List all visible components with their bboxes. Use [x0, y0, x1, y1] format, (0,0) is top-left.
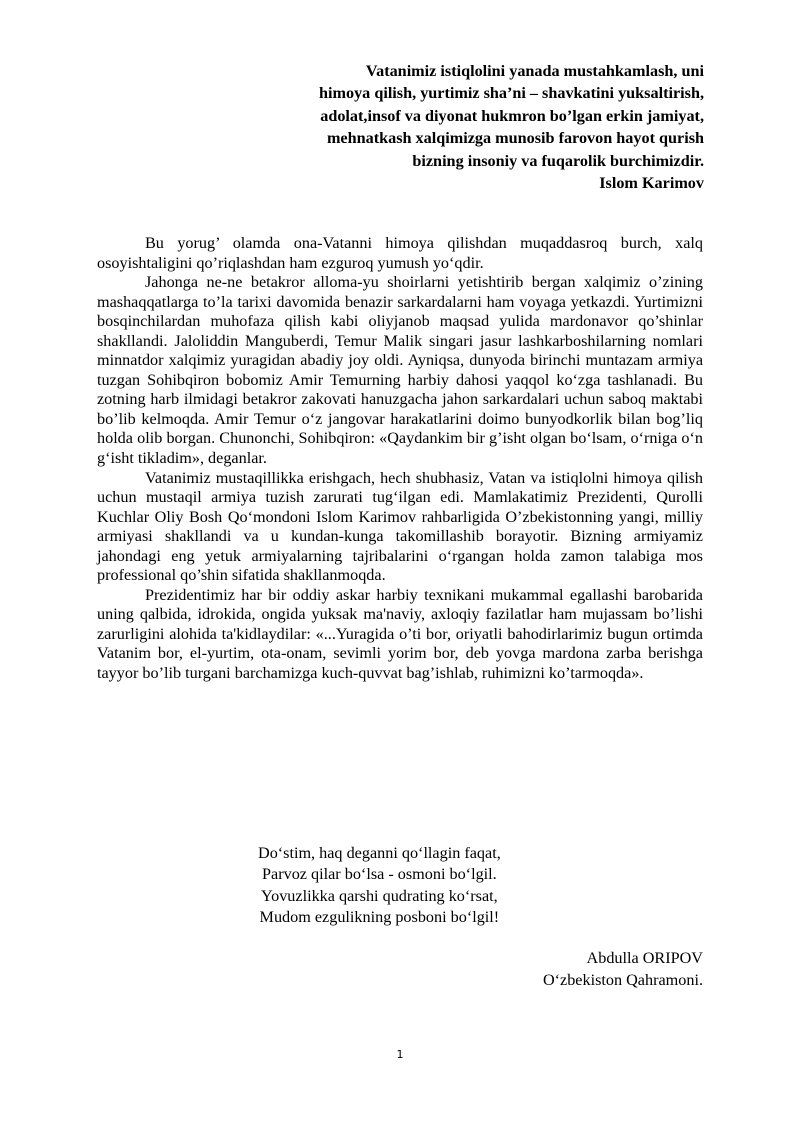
poem-signature [543, 947, 703, 992]
epigraph-line: adolat,insof va diyonat hukmron bo’lgan erkin jamiyat, [320, 106, 704, 125]
poem [258, 843, 501, 928]
body-paragraph: Jahonga ne-ne betakror alloma-yu shoirlarni yetishtirib bergan xalqimiz o’zining mashaqqatlarga to’la tarixi davomida benazir sarkardalarni ham voyaga yetkazdi. Yurtimizni bosqinchilardan muhofaza qilish kabi oliyjanob maqsad yulida mardonavor qo’shinlar shakllandi. Jaloliddin Manguberdi, Temur Malik singari jasur lashkarboshilarning nomlari minnatdor xalqimiz yuragidan abadiy joy oldi. Ayniqsa, dunyoda birinchi muntazam armiya tuzgan Sohibqiron bobomiz Amir Temurning harbiy dahosi yaqqol ko‘zga tashlanadi. Bu zotning harb ilmidagi betakror zakovati hanuzgacha jahon sarkardalari uchun saboq maktabi bo’lib kelmoqda. Amir Temur o‘z jangovar harakatlarini doimo bunyodkorlik bilan bog’liq holda olib borgan. Chunonchi, Sohibqiron: «Qaydankim bir g’isht olgan bo‘lsam, o‘rniga o‘n g‘isht tikladim», deganlar. [97, 273, 703, 468]
body-text [97, 234, 703, 684]
poem-line: Mudom ezgulikning posboni bo‘lgil! [259, 907, 500, 926]
body-paragraph: Prezidentimiz har bir oddiy askar harbiy texnikani mukammal egallashi barobarida uning qalbida, idrokida, ongida yuksak ma'naviy, axloqiy fazilatlar ham mujassam bo’lishi zarurligini alohida ta'kidlaydilar: «...Yuragida o’ti bor, oriyatli bahodirlarimiz bugun ortimda Vatanim bor, el-yurtim, ota-onam, sevimli yorim bor, deb yovga mardona zarba berishga tayyor bo’lib turgani barchamizga kuch-quvvat bag’ishlab, ruhimizni ko’tarmoqda». [97, 585, 703, 683]
epigraph-line: bizning insoniy va fuqarolik burchimizdir. [412, 151, 704, 170]
epigraph-author: Islom Karimov [599, 174, 704, 193]
epigraph [184, 60, 704, 194]
body-paragraph: Bu yorug’ olamda ona-Vatanni himoya qilishdan muqaddasroq burch, xalq osoyishtaligini qo’riqlashdan ham ezguroq yumush yo‘qdir. [97, 234, 703, 272]
page-number: 1 [396, 1048, 404, 1061]
poem-line: Parvoz qilar bo‘lsa - osmoni bo‘lgil. [262, 865, 497, 884]
epigraph-line: Vatanimiz istiqlolini yanada mustahkamlash, uni [365, 62, 704, 80]
poem-line: Do‘stim, haq deganni qo‘llagin faqat, [258, 844, 501, 862]
signature-name: Abdulla ORIPOV [586, 949, 703, 967]
signature-title: O‘zbekiston Qahramoni. [542, 971, 703, 990]
poem-line: Yovuzlikka qarshi qudrating ko‘rsat, [261, 886, 498, 905]
body-paragraph: Vatanimiz mustaqillikka erishgach, hech shubhasiz, Vatan va istiqlolni himoya qilish uchun mustaqil armiya tuzish zarurati tug‘ilgan edi. Mamlakatimiz Prezidenti, Qurolli Kuchlar Oliy Bosh Qo‘mondoni Islom Karimov rahbarligida O’zbekistonning yangi, milliy armiyasi shakllandi va u kundan-kunga takomillashib borayotir. Bizning armiyamiz jahondagi eng yetuk armiyalarning tajribalarini o‘rgangan holda zamon talabiga mos professional qo’shin sifatida shakllanmoqda. [97, 468, 703, 585]
epigraph-line: himoya qilish, yurtimiz sha’ni – shavkatini yuksaltirish, [319, 84, 704, 103]
epigraph-line: mehnatkash xalqimizga munosib farovon hayot qurish [326, 129, 704, 148]
